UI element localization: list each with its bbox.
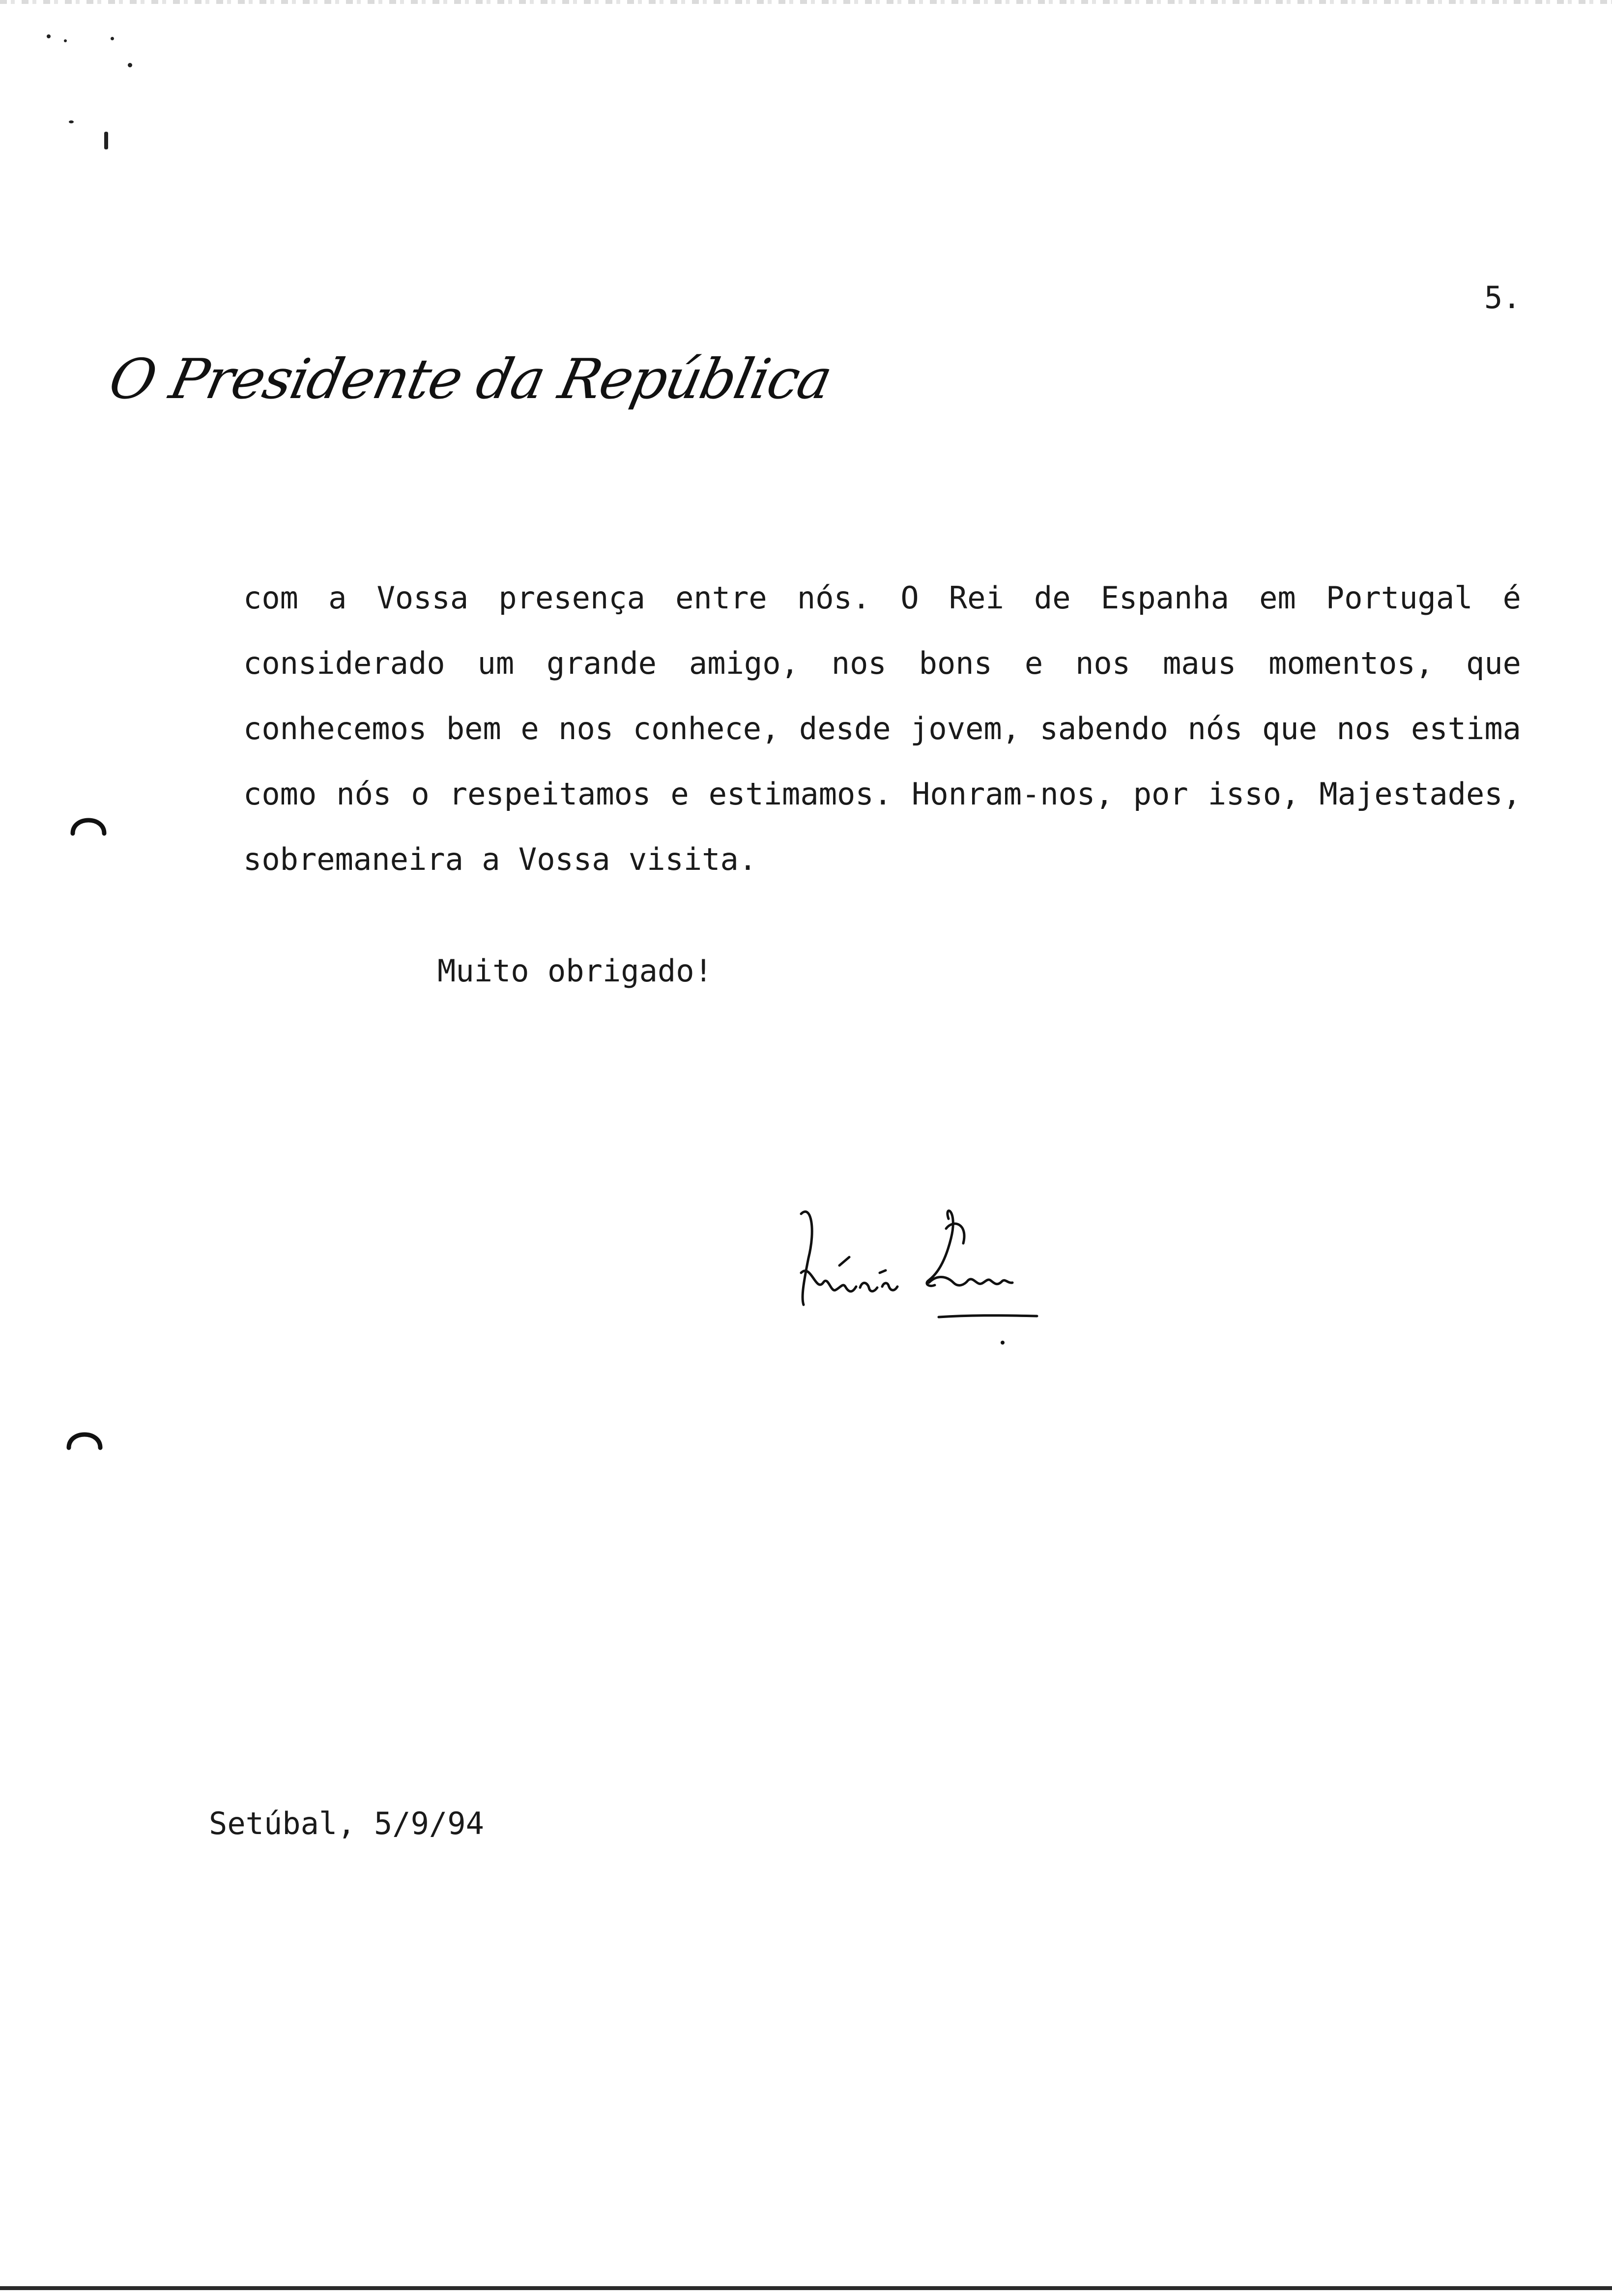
page-number: 5. xyxy=(1484,280,1521,316)
scan-speck xyxy=(104,132,108,149)
punch-hole-upper xyxy=(69,806,108,845)
letterhead-script-graphic xyxy=(103,344,837,428)
handwritten-signature xyxy=(781,1199,1047,1356)
letter-body-paragraph: com a Vossa presença entre nós. O Rei de Espanha em Portugal é considerado um grande amigo, nos bons e nos maus momentos, que conhecemos bem e nos conhece, desde jovem, sabendo nós que nos estima como nós o respeitamos e estimamos. Honram-nos, por isso, Majestades, sobremaneira a Vossa visita. xyxy=(243,580,1521,877)
scan-speck xyxy=(69,120,74,123)
scan-speck xyxy=(111,37,114,40)
scan-top-edge xyxy=(0,0,1612,4)
scan-bottom-edge xyxy=(0,2286,1612,2290)
scan-speck xyxy=(128,63,132,67)
scan-speck xyxy=(64,39,67,42)
place-and-date: Setúbal, 5/9/94 xyxy=(209,1806,484,1841)
closing-line: Muito obrigado! xyxy=(437,953,713,989)
signature-graphic xyxy=(781,1199,1047,1356)
letterhead xyxy=(103,344,837,428)
punch-hole-lower xyxy=(65,1420,104,1460)
signature-text: Mário Soares xyxy=(781,1199,784,1200)
letterhead-text: O Presidente da República xyxy=(103,347,837,411)
scan-speck xyxy=(47,34,51,38)
